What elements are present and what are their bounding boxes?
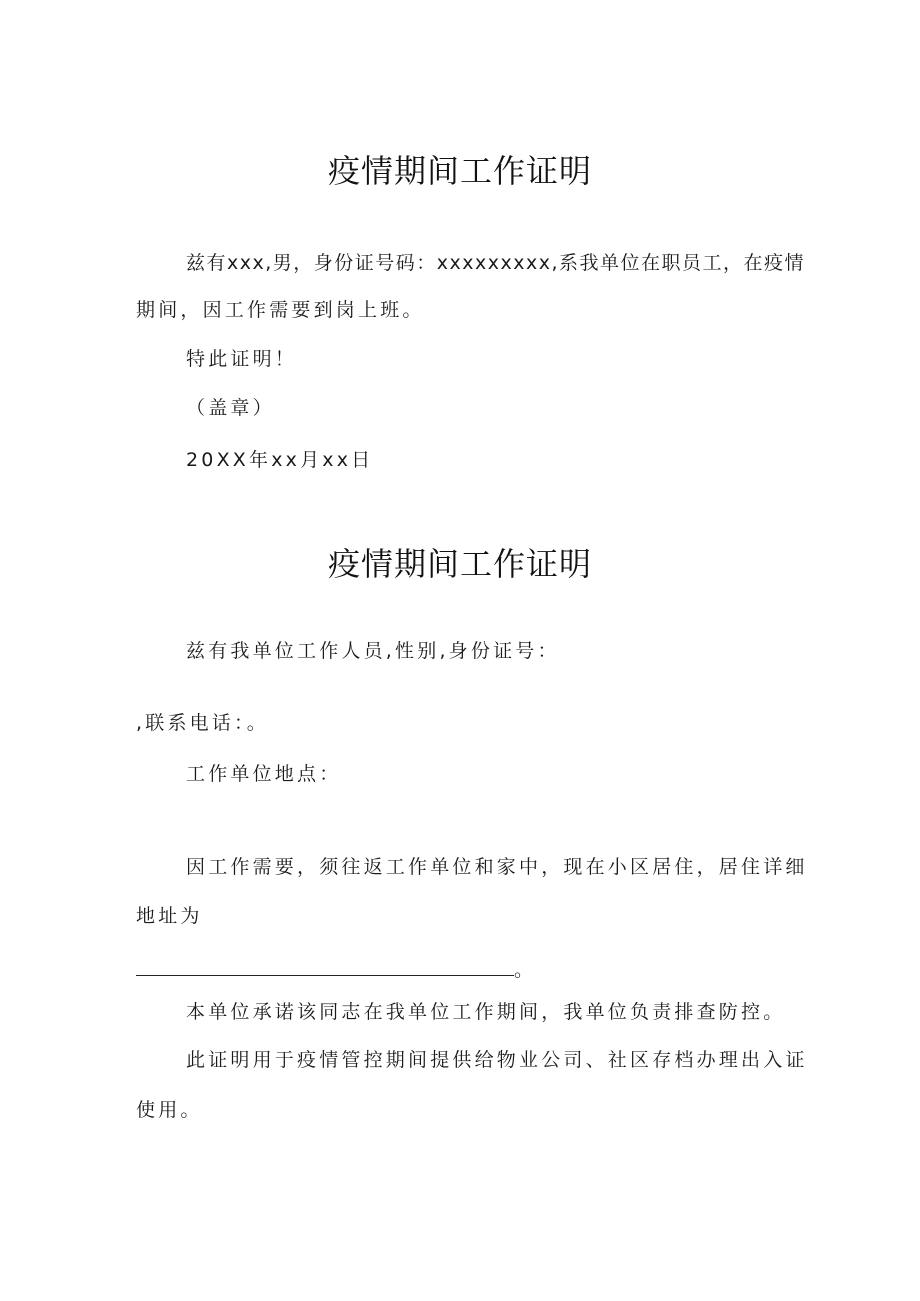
certificate1-paragraph-line2: 期间，因工作需要到岗上班。 (136, 299, 425, 321)
certificate2-paragraph3: 工作单位地点： (186, 763, 342, 785)
certificate2-paragraph5: 本单位承诺该同志在我单位工作期间，我单位负责排查防控。 (186, 1001, 786, 1023)
certificate1-title: 疫情期间工作证明 (327, 152, 592, 190)
certificate2-paragraph4-line2: 地址为 (136, 905, 203, 927)
certificate2-title: 疫情期间工作证明 (327, 545, 592, 583)
certificate2-paragraph2: ,联系电话：。 (136, 712, 269, 734)
certificate2-address-line (136, 958, 790, 982)
address-line-end: 。 (514, 959, 537, 981)
certificate1-paragraph-line1: 兹有xxx,男，身份证号码：xxxxxxxxx,系我单位在职员工，在疫情 (186, 252, 806, 274)
certificate2-paragraph6-line2: 使用。 (136, 1099, 203, 1121)
certificate1-date: 20XX年xx月xx日 (186, 449, 374, 471)
certificate2-paragraph4-line1: 因工作需要，须往返工作单位和家中，现在小区居住，居住详细 (186, 856, 808, 878)
certificate1-stamp: （盖章） (186, 397, 275, 419)
certificate1-closing: 特此证明！ (186, 348, 298, 370)
address-blank-underline (136, 961, 514, 976)
certificate2-paragraph6-line1: 此证明用于疫情管控期间提供给物业公司、社区存档办理出入证 (186, 1049, 808, 1071)
certificate2-paragraph1: 兹有我单位工作人员,性别,身份证号： (186, 640, 560, 662)
